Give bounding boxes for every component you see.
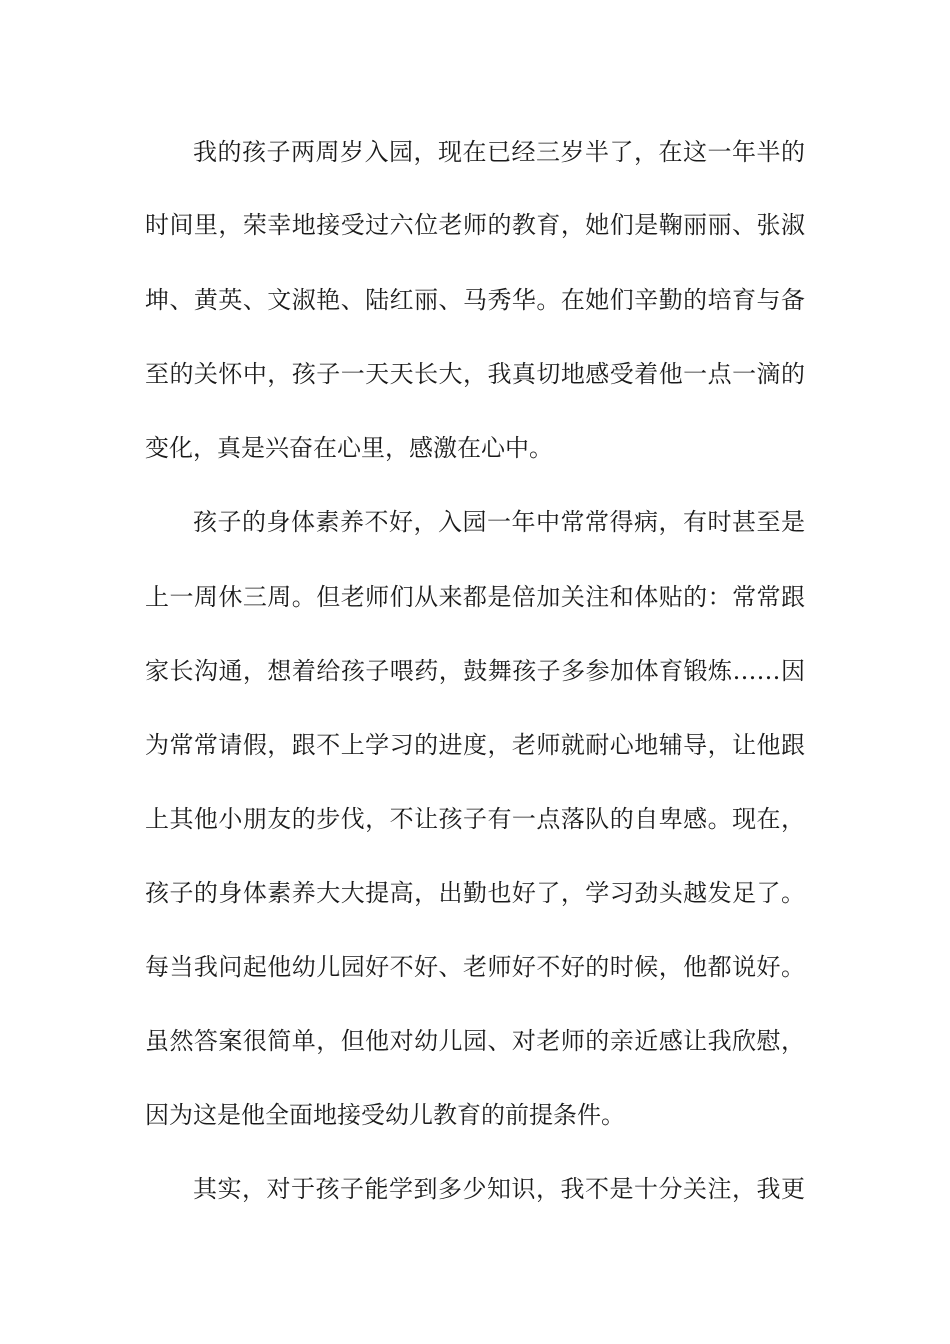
paragraph-2-line-5: 上其他小朋友的步伐，不让孩子有一点落队的自卑感。现在， bbox=[145, 805, 805, 833]
paragraph-1-line-4: 至的关怀中，孩子一天天长大，我真切地感受着他一点一滴的 bbox=[145, 360, 805, 388]
paragraph-2-line-2: 上一周休三周。但老师们从来都是倍加关注和体贴的：常常跟 bbox=[145, 583, 805, 611]
paragraph-2-line-1: 孩子的身体素养不好，入园一年中常常得病，有时甚至是 bbox=[193, 508, 805, 536]
paragraph-3-line-1: 其实，对于孩子能学到多少知识，我不是十分关注，我更 bbox=[193, 1175, 805, 1203]
paragraph-2-line-9: 因为这是他全面地接受幼儿教育的前提条件。 bbox=[145, 1101, 625, 1129]
paragraph-2-line-4: 为常常请假，跟不上学习的进度，老师就耐心地辅导，让他跟 bbox=[145, 731, 805, 759]
paragraph-2-line-6: 孩子的身体素养大大提高，出勤也好了，学习劲头越发足了。 bbox=[145, 879, 805, 907]
paragraph-1-line-5: 变化，真是兴奋在心里，感激在心中。 bbox=[145, 434, 553, 462]
paragraph-2-line-7: 每当我问起他幼儿园好不好、老师好不好的时候，他都说好。 bbox=[145, 953, 805, 981]
paragraph-2-line-3: 家长沟通，想着给孩子喂药，鼓舞孩子多参加体育锻炼……因 bbox=[145, 657, 805, 685]
paragraph-1-line-1: 我的孩子两周岁入园，现在已经三岁半了，在这一年半的 bbox=[193, 138, 805, 166]
paragraph-2-line-8: 虽然答案很简单，但他对幼儿园、对老师的亲近感让我欣慰， bbox=[145, 1027, 805, 1055]
paragraph-1-line-2: 时间里，荣幸地接受过六位老师的教育，她们是鞠丽丽、张淑 bbox=[145, 211, 805, 239]
paragraph-1-line-3: 坤、黄英、文淑艳、陆红丽、马秀华。在她们辛勤的培育与备 bbox=[145, 286, 805, 314]
